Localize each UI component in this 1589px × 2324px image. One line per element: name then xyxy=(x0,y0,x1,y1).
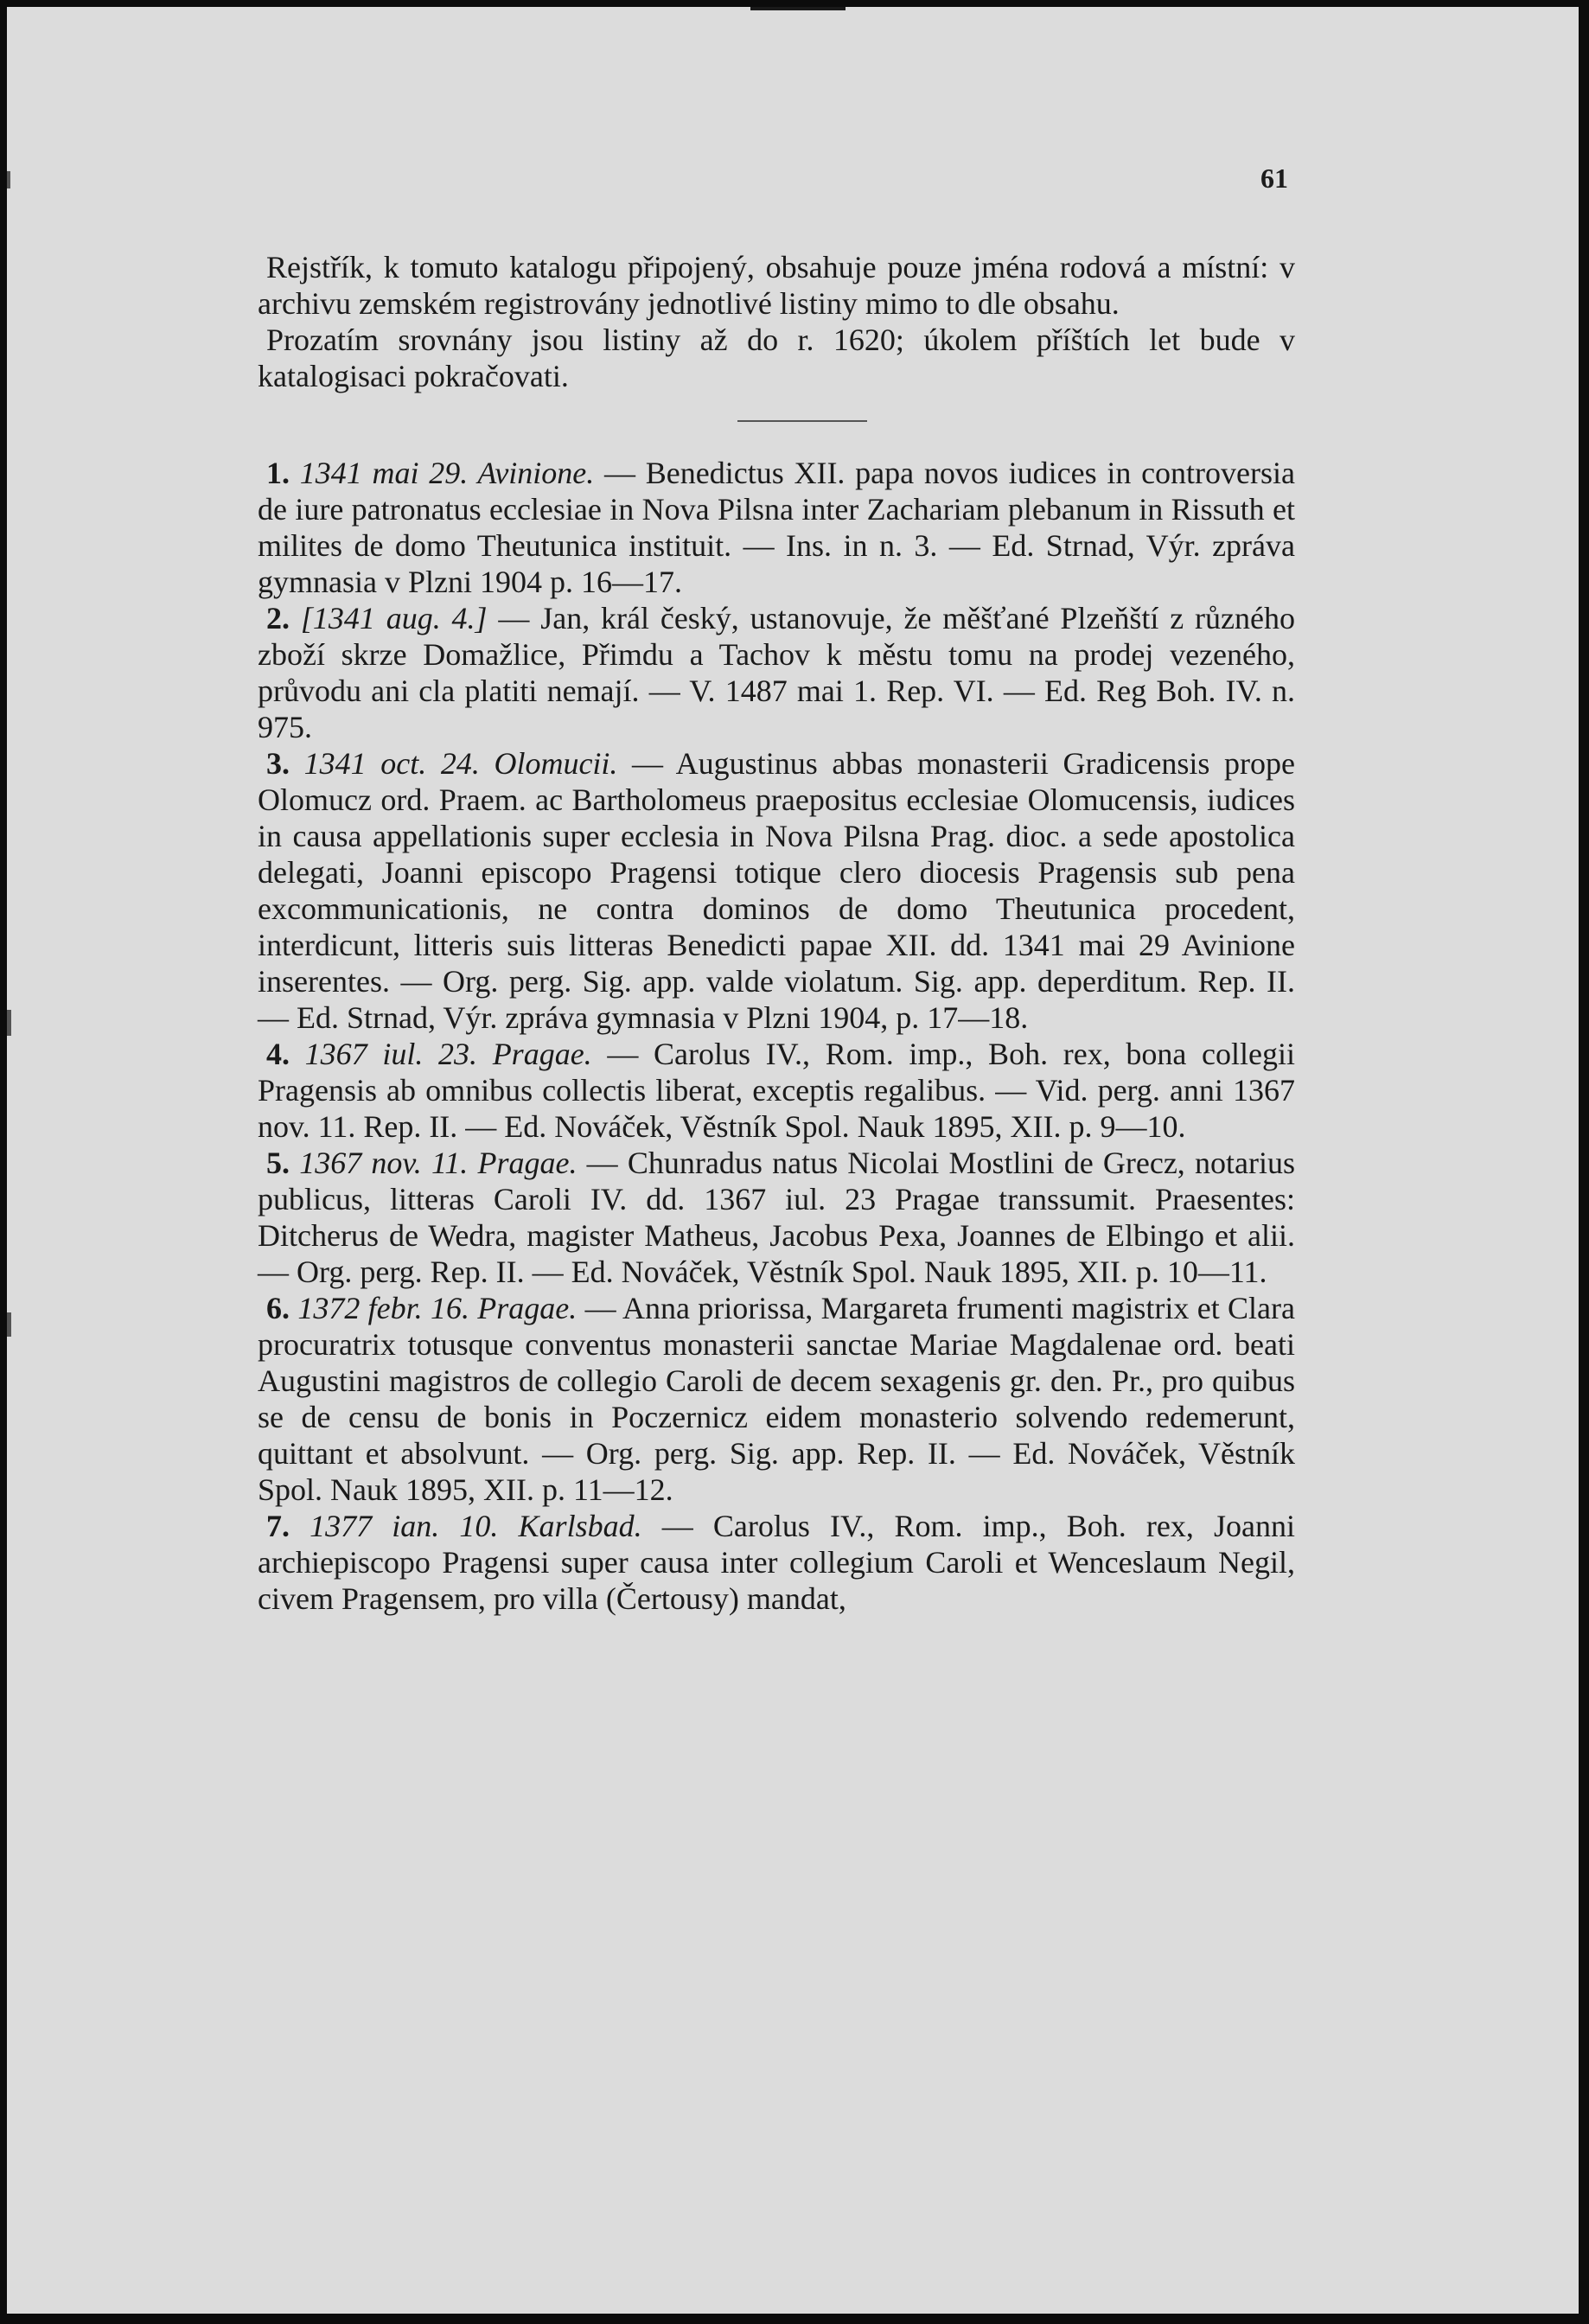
entry-number: 6. xyxy=(266,1291,290,1325)
entry-text: — Carolus IV., Rom. imp., Boh. rex, Joanni archiepiscopo Pragensi super causa inter collegium Caroli et Wenceslaum Negil, civem Pragensem, pro villa (Čertousy) mandat, xyxy=(258,1509,1295,1616)
catalog-entry xyxy=(258,455,1295,600)
page-number: 61 xyxy=(1260,163,1288,194)
entry-date: 1341 mai 29. Avinione. xyxy=(299,456,595,490)
catalog-entry xyxy=(258,1036,1295,1145)
entry-number: 1. xyxy=(266,456,290,490)
catalog-entry xyxy=(258,1290,1295,1508)
catalog-entry xyxy=(258,1508,1295,1617)
intro-paragraph: Rejstřík, k tomuto katalogu připojený, obsahuje pouze jména rodová a místní: v archivu zemském registrovány jednotlivé listiny mimo to dle obsahu. xyxy=(258,250,1295,321)
entry-number: 5. xyxy=(266,1146,290,1180)
entry-date: 1377 ian. 10. Karlsbad. xyxy=(310,1509,642,1543)
intro-section xyxy=(258,249,1295,394)
entry-text: — Carolus IV., Rom. imp., Boh. rex, bona collegii Pragensis ab omnibus collectis liberat, exceptis regalibus. — Vid. perg. anni 1367 nov. 11. Rep. II. — Ed. Nováček, Věstník Spol. Nauk 1895, XII. p. 9—10. xyxy=(258,1037,1295,1144)
entry-date: [1341 aug. 4.] xyxy=(300,601,488,635)
catalog-entry xyxy=(258,1145,1295,1290)
scan-edge-mark xyxy=(7,1010,11,1036)
entry-number: 3. xyxy=(266,746,290,781)
scan-edge-mark xyxy=(7,171,10,188)
scan-edge-mark xyxy=(7,1312,11,1337)
intro-paragraph: Prozatím srovnány jsou listiny až do r. 1620; úkolem příštích let bude v katalogisaci pokračovati. xyxy=(258,322,1295,393)
entry-number: 4. xyxy=(266,1037,290,1071)
entry-text: — Benedictus XII. papa novos iudices in controversia de iure patronatus ecclesiae in Nova Pilsna inter Zachariam plebanum in Rissuth et milites de domo Theutunica instituit. — Ins. in n. 3. — Ed. Strnad, Výr. zpráva gymnasia v Plzni 1904 p. 16—17. xyxy=(258,456,1295,599)
entry-date: 1341 oct. 24. Olomucii. xyxy=(303,746,618,781)
entry-date: 1367 iul. 23. Pragae. xyxy=(304,1037,592,1071)
section-divider xyxy=(737,420,867,422)
scanned-page xyxy=(7,7,1579,2314)
entry-text: — Anna priorissa, Margareta frumenti magistrix et Clara procuratrix totusque conventus monasterii sanctae Mariae Magdalenae ord. beati Augustini magistros de collegio Caroli de decem sexagenis gr. den. Pr., pro quibus se de censu de bonis in Poczernicz eidem monasterio solvendo redemerunt, quittant et absolvunt. — Org. perg. Sig. app. Rep. II. — Ed. Nováček, Věstník Spol. Nauk 1895, XII. p. 11—12. xyxy=(258,1291,1296,1507)
page-text xyxy=(258,249,1295,1617)
catalog-entry xyxy=(258,600,1295,745)
entry-number: 2. xyxy=(266,601,290,635)
entry-text: — Augustinus abbas monasterii Gradicensis prope Olomucz ord. Praem. ac Bartholomeus praepositus ecclesiae Olomucensis, iudices in causa appellationis super ecclesia in Nova Pilsna Prag. dioc. a sede apostolica delegati, Joanni episcopo Pragensi totique clero diocesis Pragensis sub pena excommunicationis, ne contra dominos de domo Theutunica procedent, interdicunt, litteris suis litteras Benedicti papae XII. dd. 1341 mai 29 Avinione inserentes. — Org. perg. Sig. app. valde violatum. Sig. app. deperditum. Rep. II. — Ed. Strnad, Výr. zpráva gymnasia v Plzni 1904, p. 17—18. xyxy=(258,746,1295,1035)
entry-number: 7. xyxy=(266,1509,290,1543)
catalog-entry xyxy=(258,745,1295,1036)
entry-date: 1372 febr. 16. Pragae. xyxy=(297,1291,578,1325)
entry-text: — Chunradus natus Nicolai Mostlini de Grecz, notarius publicus, litteras Caroli IV. dd. 1367 iul. 23 Pragae transsumit. Praesentes: Ditcherus de Wedra, magister Matheus, Jacobus Pexa, Joannes de Elbingo et alii. — Org. perg. Rep. II. — Ed. Nováček, Věstník Spol. Nauk 1895, XII. p. 10—11. xyxy=(258,1146,1295,1289)
entry-text: — Jan, král český, ustanovuje, že měšťané Plzeňští z různého zboží skrze Domažlice, Přimdu a Tachov k městu tomu na prodej vezeného, průvodu ani cla platiti nemají. — V. 1487 mai 1. Rep. VI. — Ed. Reg Boh. IV. n. 975. xyxy=(258,601,1295,744)
scan-edge-mark xyxy=(750,7,846,10)
entry-date: 1367 nov. 11. Pragae. xyxy=(299,1146,578,1180)
